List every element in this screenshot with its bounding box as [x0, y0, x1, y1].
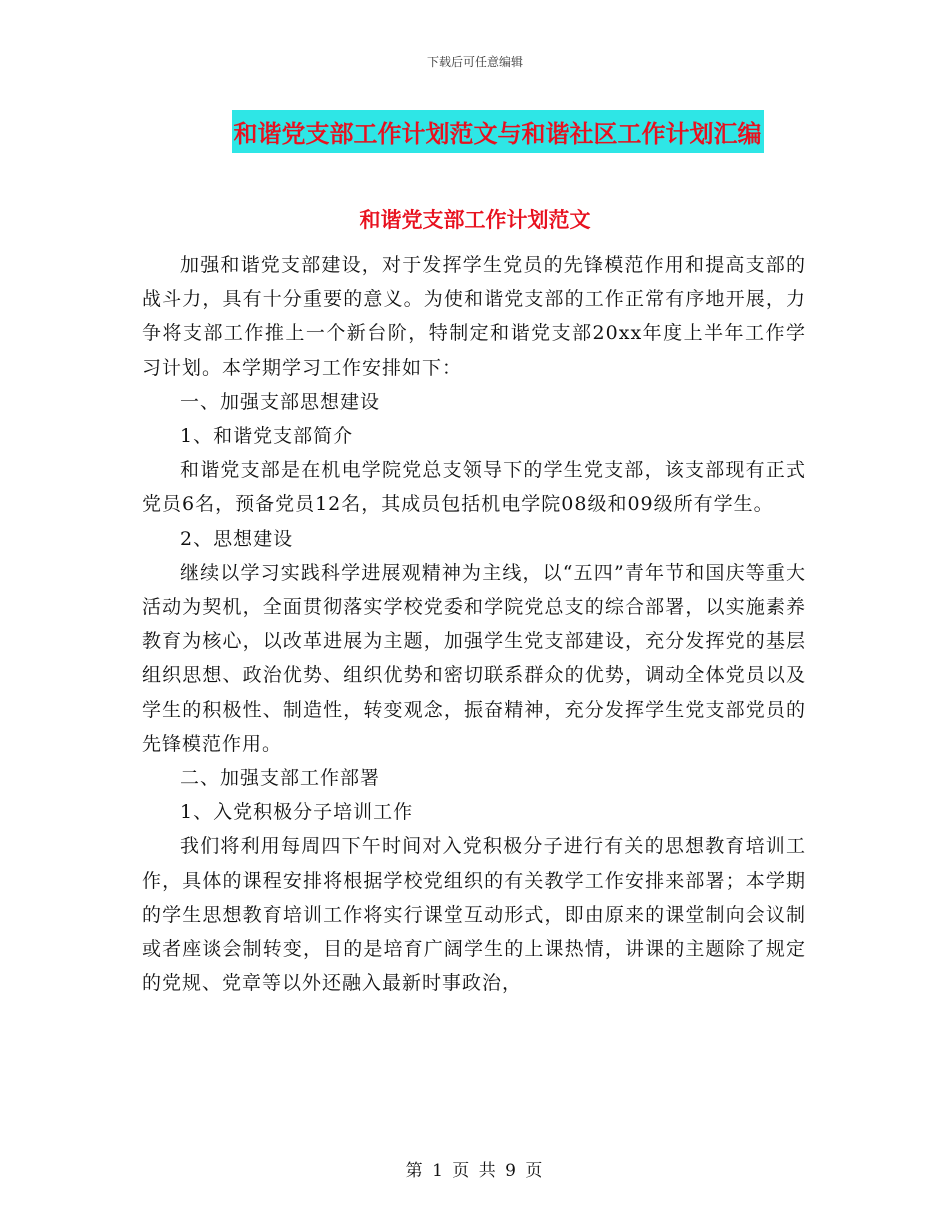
document-title-container [0, 110, 950, 153]
subheading-activist-training: 1、入党积极分子培训工作 [180, 801, 414, 824]
document-body [142, 248, 806, 1000]
document-title: 和谐党支部工作计划范文与和谐社区工作计划汇编 [232, 110, 764, 153]
paragraph-branch-intro: 和谐党支部是在机电学院党总支领导下的学生党支部，该支部现有正式党员6名，预备党员12名，其成员包括机电学院08级和09级所有学生。 [142, 459, 806, 516]
section-title: 和谐党支部工作计划范文 [359, 207, 591, 232]
page-number-footer: 第 1 页 共 9 页 [405, 1161, 545, 1181]
heading-work-deployment: 二、加强支部工作部署 [180, 767, 381, 790]
paragraph-intro: 加强和谐党支部建设，对于发挥学生党员的先锋模范作用和提高支部的战斗力，具有十分重要的意义。为使和谐党支部的工作正常有序地开展，力争将支部工作推上一个新台阶，特制定和谐党支部20xx年度上半年工作学习计划。本学期学习工作安排如下： [142, 254, 806, 379]
header-note: 下载后可任意编辑 [426, 55, 523, 69]
paragraph-ideology: 继续以学习实践科学进展观精神为主线，以“五四”青年节和国庆等重大活动为契机，全面贯彻落实学校党委和学院党总支的综合部署，以实施素养教育为核心，以改革进展为主题，加强学生党支部建设，充分发挥党的基层组织思想、政治优势、组织优势和密切联系群众的优势，调动全体党员以及学生的积极性、制造性，转变观念，振奋精神，充分发挥学生党支部党员的先锋模范作用。 [142, 561, 806, 755]
paragraph-activist-training: 我们将利用每周四下午时间对入党积极分子进行有关的思想教育培训工作，具体的课程安排将根据学校党组织的有关教学工作安排来部署；本学期的学生思想教育培训工作将实行课堂互动形式，即由原来的课堂制向会议制或者座谈会制转变，目的是培育广阔学生的上课热情，讲课的主题除了规定的党规、党章等以外还融入最新时事政治， [142, 835, 806, 995]
heading-ideology-building: 一、加强支部思想建设 [180, 390, 381, 413]
subheading-branch-intro: 1、和谐党支部简介 [180, 425, 354, 448]
subheading-ideology: 2、思想建设 [180, 527, 294, 550]
